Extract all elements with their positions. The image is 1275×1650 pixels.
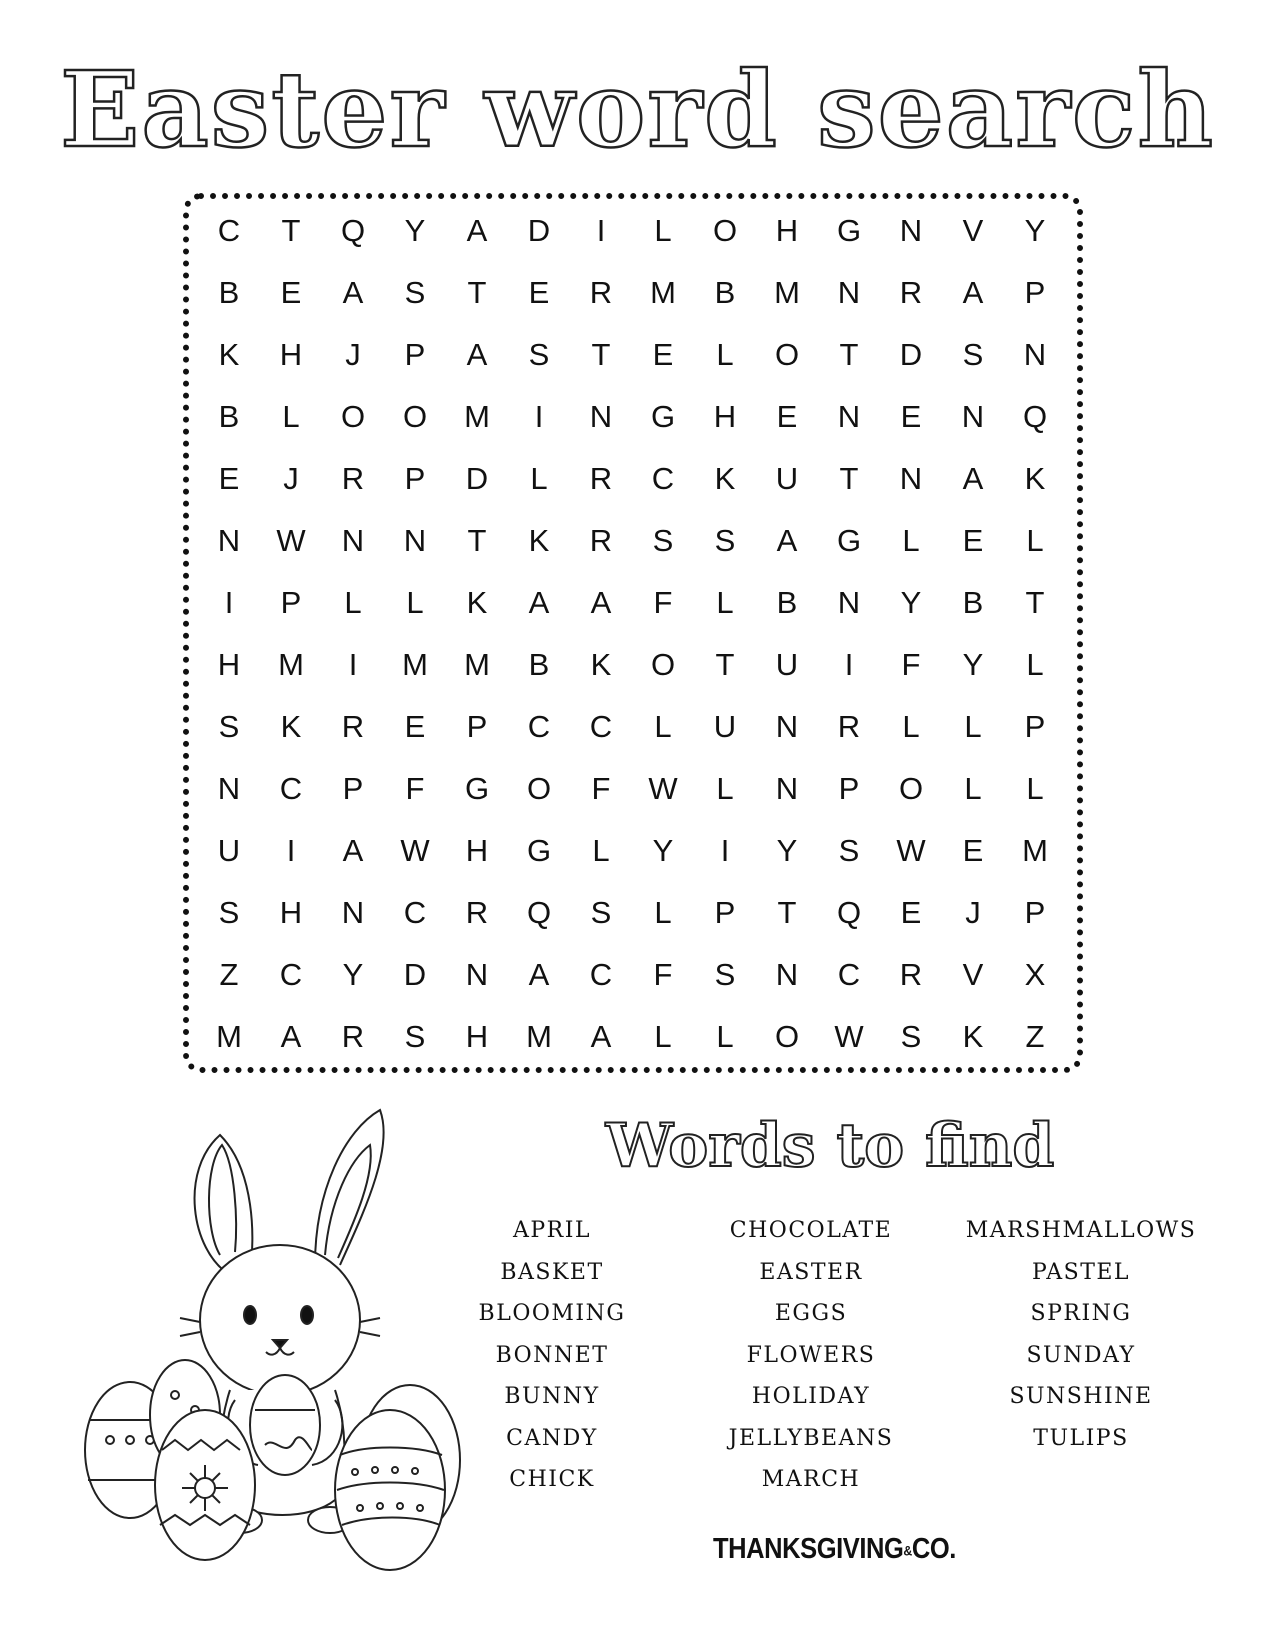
grid-letter: Y — [404, 213, 426, 248]
grid-letter: A — [528, 585, 550, 620]
grid-letter: N — [899, 213, 923, 248]
grid-letter: E — [528, 275, 550, 310]
grid-letter: C — [589, 957, 613, 992]
grid-letter: A — [962, 275, 984, 310]
grid-letter: L — [406, 585, 424, 620]
word-item: FLOWERS — [746, 1342, 876, 1368]
grid-letter: H — [217, 647, 241, 682]
grid-letter: S — [714, 523, 736, 558]
grid-letter: P — [466, 709, 488, 744]
grid-letter: Y — [1024, 213, 1046, 248]
grid-letter: O — [774, 1019, 800, 1054]
word-item: MARCH — [761, 1467, 861, 1492]
grid-letter: I — [224, 585, 234, 620]
grid-letter: N — [837, 275, 861, 310]
grid-letter: I — [534, 399, 544, 434]
grid-letter: P — [404, 461, 426, 496]
grid-letter: G — [650, 399, 676, 434]
word-item: EGGS — [774, 1301, 848, 1326]
grid-letter: Y — [900, 585, 922, 620]
grid-letter: N — [775, 771, 799, 806]
grid-letter: H — [465, 1019, 489, 1054]
grid-letter: O — [402, 399, 428, 434]
grid-letter: M — [1022, 833, 1048, 868]
grid-letter: Z — [219, 957, 239, 992]
grid-letter: B — [776, 585, 798, 620]
grid-letter: L — [716, 1019, 734, 1054]
word-item: BONNET — [495, 1342, 609, 1368]
word-item: BASKET — [500, 1259, 604, 1285]
grid-letter: V — [962, 957, 984, 992]
grid-letter: N — [837, 399, 861, 434]
grid-letter: N — [961, 399, 985, 434]
word-item: SUNSHINE — [1009, 1384, 1153, 1409]
grid-letter: R — [589, 523, 613, 558]
grid-letter: H — [465, 833, 489, 868]
grid-letter: O — [712, 213, 738, 248]
grid-letter: C — [651, 461, 675, 496]
grid-letter: L — [654, 709, 672, 744]
grid-letter: S — [218, 895, 240, 930]
grid-letter: K — [218, 337, 240, 372]
word-item: CANDY — [506, 1425, 598, 1451]
word-item: MARSHMALLOWS — [965, 1218, 1197, 1243]
grid-letter: N — [775, 957, 799, 992]
grid-letter: F — [591, 771, 611, 806]
grid-letter: P — [404, 337, 426, 372]
grid-letter: T — [591, 337, 611, 372]
grid-letter: J — [283, 461, 299, 496]
word-item: BLOOMING — [478, 1301, 626, 1326]
grid-letter: D — [403, 957, 427, 992]
grid-letter: O — [526, 771, 552, 806]
grid-letter: A — [466, 337, 488, 372]
grid-letter: L — [964, 771, 982, 806]
word-item: PASTEL — [1031, 1259, 1131, 1285]
grid-letter: S — [838, 833, 860, 868]
grid-letter: K — [714, 461, 736, 496]
grid-letter: N — [217, 771, 241, 806]
grid-letter: P — [280, 585, 302, 620]
grid-letter: L — [654, 1019, 672, 1054]
grid-letter: K — [528, 523, 550, 558]
grid-letter: S — [528, 337, 550, 372]
grid-letter: L — [592, 833, 610, 868]
grid-letter: E — [218, 461, 240, 496]
grid-letter: O — [774, 337, 800, 372]
grid-letter: N — [589, 399, 613, 434]
grid-letter: L — [716, 585, 734, 620]
grid-letter: N — [341, 523, 365, 558]
grid-letter: N — [403, 523, 427, 558]
grid-letter: Y — [342, 957, 364, 992]
grid-letter: Q — [836, 895, 862, 930]
grid-letter: L — [654, 895, 672, 930]
grid-letter: N — [217, 523, 241, 558]
grid-letter: Z — [1025, 1019, 1045, 1054]
grid-letter: T — [467, 275, 487, 310]
grid-letter: S — [962, 337, 984, 372]
grid-letter: I — [844, 647, 854, 682]
grid-letter: L — [1026, 771, 1044, 806]
grid-letter: S — [404, 275, 426, 310]
grid-letter: K — [1024, 461, 1046, 496]
grid-letter: J — [965, 895, 981, 930]
words-heading: Words to find — [605, 1111, 1055, 1181]
grid-letter: C — [279, 957, 303, 992]
grid-letter: D — [465, 461, 489, 496]
letter-grid — [198, 200, 1066, 1068]
grid-letter: C — [217, 213, 241, 248]
grid-letter: F — [901, 647, 921, 682]
grid-letter: L — [902, 709, 920, 744]
grid-letter: E — [900, 895, 922, 930]
grid-letter: I — [720, 833, 730, 868]
grid-letter: U — [775, 461, 799, 496]
grid-letter: L — [716, 771, 734, 806]
grid-letter: H — [775, 213, 799, 248]
grid-letter: U — [775, 647, 799, 682]
grid-letter: S — [590, 895, 612, 930]
grid-letter: S — [404, 1019, 426, 1054]
grid-letter: L — [1026, 647, 1044, 682]
grid-letter: T — [281, 213, 301, 248]
grid-letter: T — [777, 895, 797, 930]
word-column-3 — [951, 1210, 1211, 1459]
word-column-1 — [432, 1210, 672, 1501]
word-item: CHOCOLATE — [729, 1218, 893, 1243]
word-item: TULIPS — [1033, 1425, 1129, 1451]
grid-letter: B — [528, 647, 550, 682]
grid-letter: B — [714, 275, 736, 310]
grid-letter: M — [464, 647, 490, 682]
grid-letter: A — [466, 213, 488, 248]
grid-letter: Y — [776, 833, 798, 868]
grid-letter: N — [837, 585, 861, 620]
grid-letter: L — [282, 399, 300, 434]
grid-letter: P — [714, 895, 736, 930]
grid-letter: R — [341, 1019, 365, 1054]
grid-letter: R — [341, 709, 365, 744]
grid-letter: F — [405, 771, 425, 806]
grid-letter: R — [341, 461, 365, 496]
grid-letter: E — [280, 275, 302, 310]
grid-letter: T — [467, 523, 487, 558]
grid-letter: G — [464, 771, 490, 806]
grid-letter: O — [898, 771, 924, 806]
grid-letter: V — [962, 213, 984, 248]
grid-letter: M — [402, 647, 428, 682]
grid-letter: A — [342, 275, 364, 310]
grid-letter: U — [713, 709, 737, 744]
grid-letter: K — [962, 1019, 984, 1054]
grid-letter: N — [1023, 337, 1047, 372]
grid-letter: L — [1026, 523, 1044, 558]
grid-letter: Q — [1022, 399, 1048, 434]
grid-letter: P — [838, 771, 860, 806]
grid-letter: D — [899, 337, 923, 372]
word-item: CHICK — [509, 1467, 595, 1492]
grid-letter: W — [400, 833, 430, 868]
grid-letter: B — [962, 585, 984, 620]
grid-letter: L — [902, 523, 920, 558]
grid-letter: W — [896, 833, 926, 868]
grid-letter: N — [775, 709, 799, 744]
grid-letter: K — [280, 709, 302, 744]
grid-letter: G — [526, 833, 552, 868]
grid-letter: N — [465, 957, 489, 992]
grid-letter: S — [900, 1019, 922, 1054]
logo-suffix: CO. — [911, 1533, 956, 1565]
grid-letter: M — [278, 647, 304, 682]
bunny-with-eggs-illustration — [80, 1090, 480, 1580]
grid-letter: H — [279, 337, 303, 372]
word-item: SPRING — [1030, 1301, 1132, 1326]
grid-letter: M — [464, 399, 490, 434]
grid-letter: P — [1024, 895, 1046, 930]
grid-letter: W — [648, 771, 678, 806]
grid-letter: T — [839, 461, 859, 496]
word-item: SUNDAY — [1026, 1342, 1136, 1368]
logo-main: THANKSGIVING — [713, 1533, 904, 1565]
page-title: Easter word search — [60, 48, 1215, 171]
grid-letter: G — [836, 213, 862, 248]
grid-letter: K — [590, 647, 612, 682]
word-item: EASTER — [759, 1259, 863, 1285]
grid-letter: A — [590, 585, 612, 620]
grid-letter: P — [342, 771, 364, 806]
grid-letter: H — [279, 895, 303, 930]
grid-letter: F — [653, 957, 673, 992]
grid-letter: P — [1024, 275, 1046, 310]
grid-letter: C — [279, 771, 303, 806]
grid-letter: L — [716, 337, 734, 372]
grid-letter: L — [654, 213, 672, 248]
grid-letter: I — [286, 833, 296, 868]
grid-letter: X — [1024, 957, 1046, 992]
grid-letter: G — [836, 523, 862, 558]
grid-letter: U — [217, 833, 241, 868]
grid-letter: A — [962, 461, 984, 496]
grid-letter: M — [650, 275, 676, 310]
grid-letter: I — [596, 213, 606, 248]
grid-letter: A — [528, 957, 550, 992]
brand-logo — [713, 1533, 956, 1566]
grid-letter: C — [403, 895, 427, 930]
grid-letter: C — [837, 957, 861, 992]
grid-letter: C — [527, 709, 551, 744]
grid-letter: A — [280, 1019, 302, 1054]
grid-letter: E — [404, 709, 426, 744]
grid-letter: O — [650, 647, 676, 682]
grid-letter: A — [590, 1019, 612, 1054]
word-item: HOLIDAY — [751, 1384, 871, 1409]
grid-letter: R — [589, 461, 613, 496]
grid-letter: K — [466, 585, 488, 620]
grid-letter: E — [900, 399, 922, 434]
grid-letter: B — [218, 399, 240, 434]
grid-letter: L — [344, 585, 362, 620]
grid-letter: E — [776, 399, 798, 434]
grid-letter: E — [962, 833, 984, 868]
grid-letter: D — [527, 213, 551, 248]
grid-letter: N — [899, 461, 923, 496]
grid-letter: R — [837, 709, 861, 744]
grid-letter: S — [652, 523, 674, 558]
grid-letter: Y — [962, 647, 984, 682]
grid-letter: T — [715, 647, 735, 682]
grid-letter: E — [962, 523, 984, 558]
grid-letter: N — [341, 895, 365, 930]
grid-letter: J — [345, 337, 361, 372]
grid-letter: Q — [526, 895, 552, 930]
grid-letter: T — [1025, 585, 1045, 620]
grid-letter: I — [348, 647, 358, 682]
grid-letter: T — [839, 337, 859, 372]
grid-letter: W — [276, 523, 306, 558]
grid-letter: R — [589, 275, 613, 310]
grid-letter: L — [530, 461, 548, 496]
logo-ampersand: & — [903, 1542, 912, 1559]
grid-letter: R — [899, 957, 923, 992]
grid-letter: O — [340, 399, 366, 434]
grid-letter: C — [589, 709, 613, 744]
grid-letter: M — [216, 1019, 242, 1054]
grid-letter: W — [834, 1019, 864, 1054]
grid-letter: R — [465, 895, 489, 930]
grid-letter: S — [714, 957, 736, 992]
grid-letter: R — [899, 275, 923, 310]
word-item: JELLYBEANS — [728, 1425, 894, 1451]
grid-letter: B — [218, 275, 240, 310]
grid-letter: F — [653, 585, 673, 620]
grid-letter: P — [1024, 709, 1046, 744]
grid-letter: E — [652, 337, 674, 372]
grid-letter: H — [713, 399, 737, 434]
grid-letter: S — [218, 709, 240, 744]
grid-letter: A — [776, 523, 798, 558]
word-item: BUNNY — [504, 1384, 600, 1409]
grid-letter: M — [526, 1019, 552, 1054]
grid-letter: M — [774, 275, 800, 310]
word-item: APRIL — [512, 1218, 592, 1243]
grid-letter: Y — [652, 833, 674, 868]
grid-letter: L — [964, 709, 982, 744]
grid-letter: Q — [340, 213, 366, 248]
word-column-2 — [691, 1210, 931, 1501]
grid-letter: A — [342, 833, 364, 868]
